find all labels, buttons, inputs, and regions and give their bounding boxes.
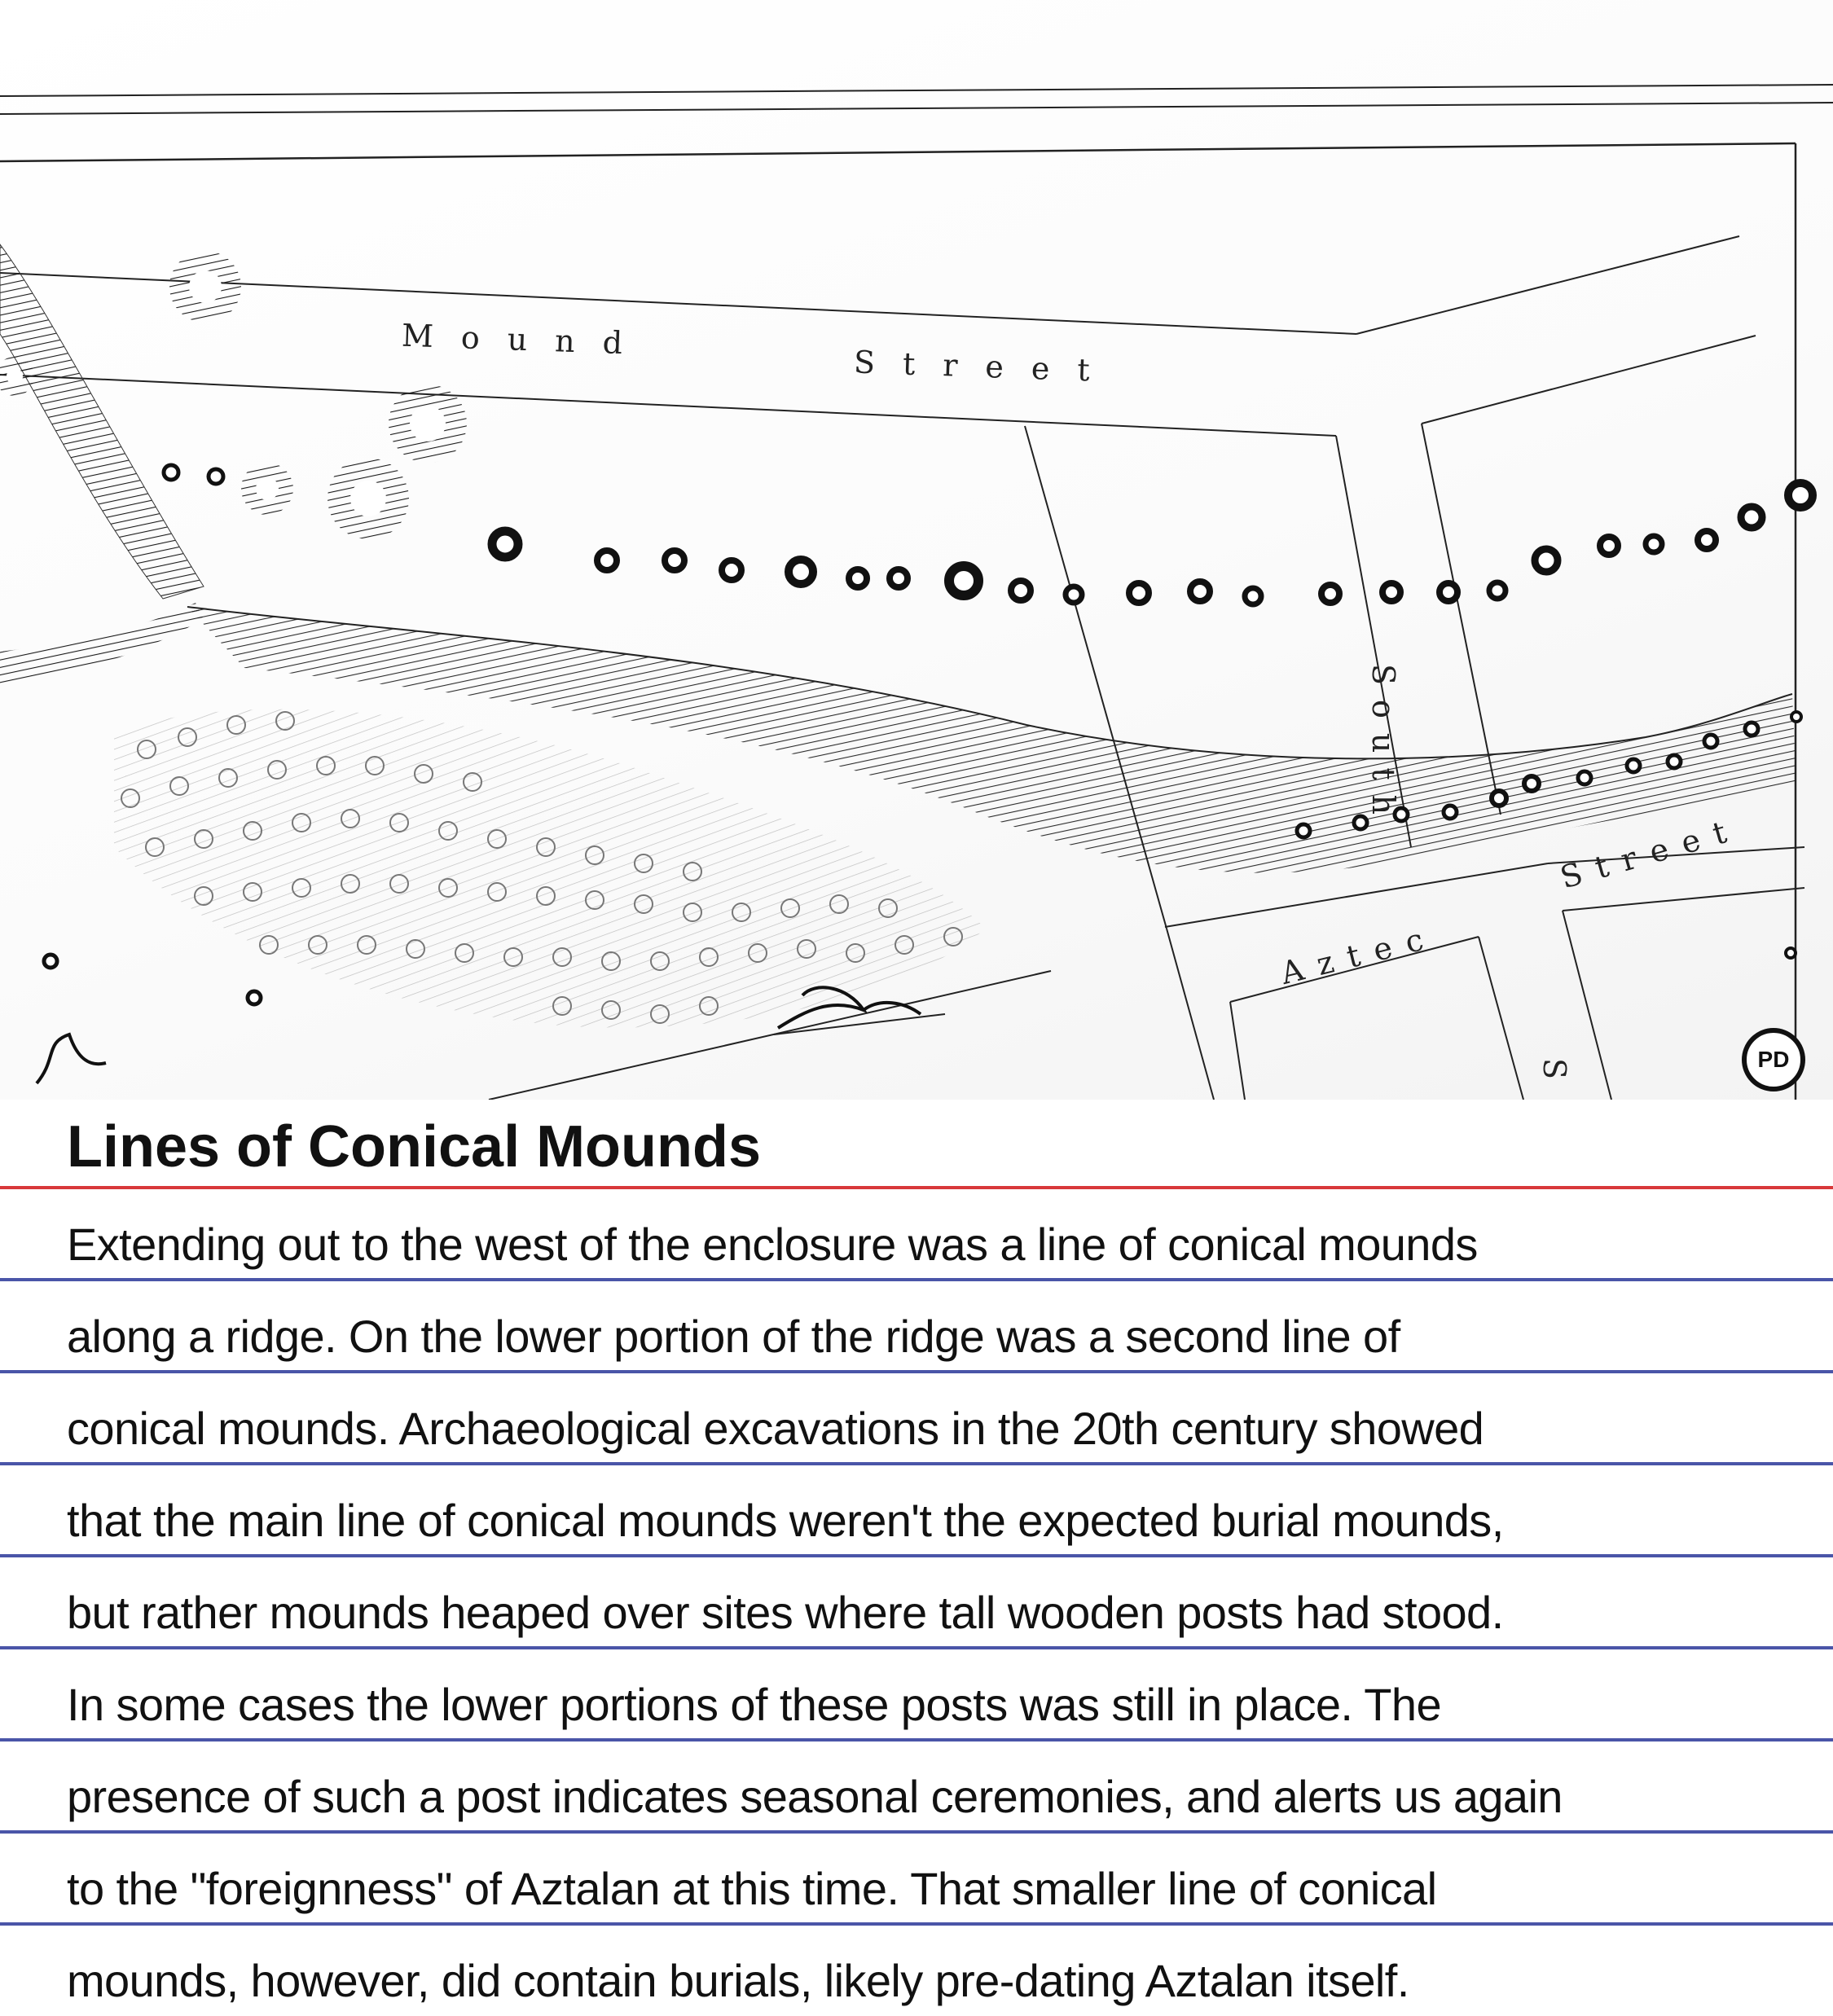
map-label-aztec: Aztec <box>1277 917 1441 992</box>
line-rule-4 <box>0 1554 1833 1557</box>
main-mound-line <box>164 465 1813 604</box>
line-rule-5 <box>0 1646 1833 1649</box>
line-rule-3 <box>0 1462 1833 1465</box>
article-panel <box>0 1100 1833 2016</box>
body-line-3: conical mounds. Archaeological excavations in the 20th century showed <box>67 1403 1484 1454</box>
line-rule-8 <box>0 1922 1833 1926</box>
title-underline <box>0 1186 1833 1189</box>
public-domain-badge: PD <box>1742 1028 1805 1091</box>
body-line-8: to the "foreignness" of Aztalan at this time. That smaller line of conical <box>67 1863 1437 1914</box>
map-label-mound-street: Street <box>853 344 1119 389</box>
map-label-street: Street <box>1556 810 1745 896</box>
map-label-s: S <box>1536 1057 1573 1080</box>
body-line-1: Extending out to the west of the enclosure was a line of conical mounds <box>67 1219 1478 1270</box>
line-rule-7 <box>0 1830 1833 1834</box>
body-line-7: presence of such a post indicates seasonal ceremonies, and alerts us again <box>67 1771 1563 1822</box>
line-rule-6 <box>0 1738 1833 1741</box>
body-line-6: In some cases the lower portions of these posts was still in place. The <box>67 1679 1442 1730</box>
line-rule-1 <box>0 1278 1833 1281</box>
article-title: Lines of Conical Mounds <box>67 1114 762 1179</box>
line-rule-2 <box>0 1370 1833 1373</box>
map-label-south: South <box>1365 664 1401 830</box>
body-line-9: mounds, however, did contain burials, likely pre-dating Aztalan itself. <box>67 1955 1409 2006</box>
left-spur-hatching <box>0 603 204 688</box>
body-line-5: but rather mounds heaped over sites where tall wooden posts had stood. <box>67 1587 1504 1638</box>
body-line-4: that the main line of conical mounds weren't the expected burial mounds, <box>67 1495 1504 1546</box>
body-line-2: along a ridge. On the lower portion of the ridge was a second line of <box>67 1311 1400 1362</box>
map-label-mound: Mound <box>401 317 651 362</box>
